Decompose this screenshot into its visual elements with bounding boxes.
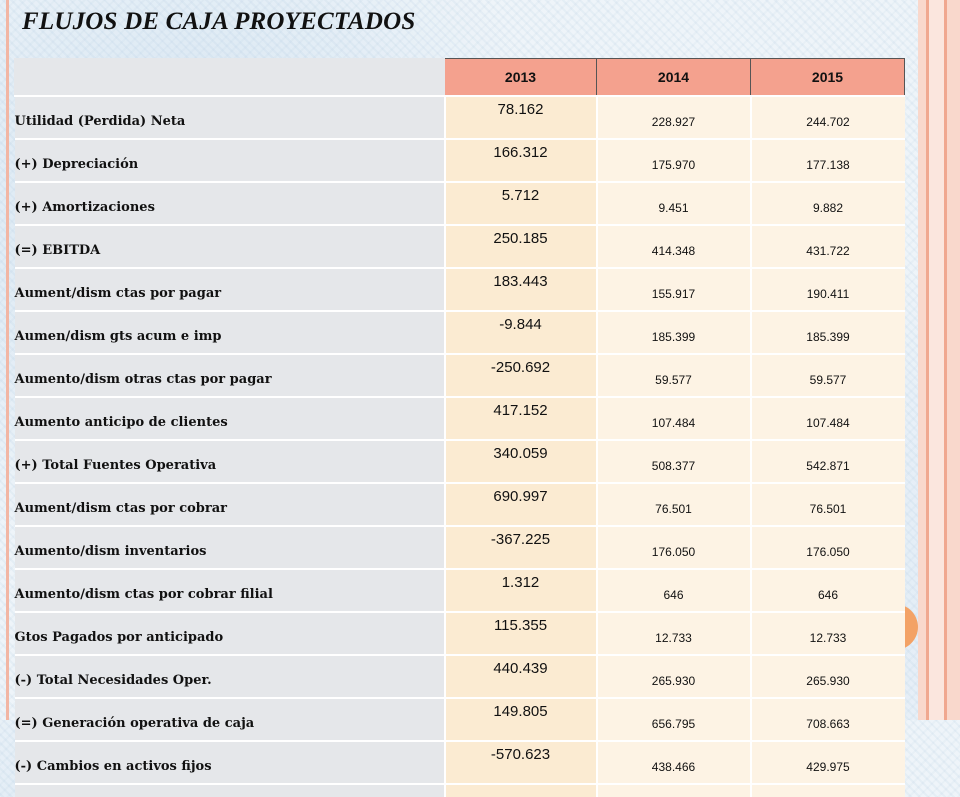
value-cell-2013: [445, 612, 597, 655]
table-row: [15, 698, 905, 741]
cell-value: 508.377: [651, 458, 696, 473]
row-label: Aument/dism ctas por pagar: [14, 286, 222, 301]
row-label: Aumento/dism ctas por cobrar filial: [14, 587, 273, 602]
cell-value: 228.927: [651, 114, 696, 129]
cell-value: 107.484: [806, 415, 850, 430]
empty-cell: [597, 784, 751, 797]
cell-value: 76.501: [809, 501, 847, 516]
value-cell-2015: [751, 526, 905, 569]
cell-value: 656.795: [651, 716, 696, 731]
value-cell-2015: [751, 440, 905, 483]
header-corner-cell: [15, 59, 445, 97]
row-label-cell: [15, 440, 445, 483]
value-cell-2015: [751, 182, 905, 225]
value-cell-2015: [751, 311, 905, 354]
row-label: (=) Generación operativa de caja: [14, 716, 255, 731]
row-label: (+) Depreciación: [14, 157, 139, 172]
row-label-cell: [15, 354, 445, 397]
cell-value: 431.722: [806, 243, 850, 258]
cell-value: 177.138: [806, 157, 850, 172]
cash-flow-table: [14, 58, 905, 797]
cell-value: 59.577: [655, 372, 692, 387]
value-cell-2014: [597, 741, 751, 784]
table-row: [15, 268, 905, 311]
value-cell-2015: [751, 655, 905, 698]
right-border-line: [944, 0, 947, 720]
cell-value: -250.692: [490, 359, 551, 376]
value-cell-2014: [597, 311, 751, 354]
row-label-cell: [15, 569, 445, 612]
empty-cell: [751, 784, 905, 797]
value-cell-2015: [751, 569, 905, 612]
value-cell-2014: [597, 612, 751, 655]
value-cell-2014: [597, 698, 751, 741]
table-row: [15, 655, 905, 698]
cell-value: 1.312: [501, 574, 540, 591]
row-label-cell: [15, 225, 445, 268]
cell-value: 414.348: [651, 243, 696, 258]
row-label: Utilidad (Perdida) Neta: [14, 114, 186, 129]
row-label: Aumento/dism otras ctas por pagar: [14, 372, 272, 387]
value-cell-2014: [597, 268, 751, 311]
cell-value: 185.399: [806, 329, 850, 344]
table-row: [15, 526, 905, 569]
value-cell-2013: [445, 526, 597, 569]
table-body: [15, 96, 905, 797]
cell-value: 9.451: [658, 200, 689, 215]
table-row: [15, 354, 905, 397]
value-cell-2015: [751, 354, 905, 397]
value-cell-2014: [597, 569, 751, 612]
row-label: Gtos Pagados por anticipado: [14, 630, 224, 645]
row-label: (+) Total Fuentes Operativa: [14, 458, 217, 473]
value-cell-2013: [445, 397, 597, 440]
table-row: [15, 569, 905, 612]
cell-value: 646: [663, 587, 684, 602]
value-cell-2014: [597, 96, 751, 139]
row-label-cell: [15, 655, 445, 698]
table-row: [15, 139, 905, 182]
value-cell-2014: [597, 139, 751, 182]
cell-value: 107.484: [651, 415, 696, 430]
value-cell-2015: [751, 139, 905, 182]
cell-value: 265.930: [806, 673, 850, 688]
row-label-cell: [15, 96, 445, 139]
row-label-cell: [15, 182, 445, 225]
cell-value: 185.399: [651, 329, 696, 344]
row-label-cell: [15, 612, 445, 655]
value-cell-2014: [597, 397, 751, 440]
table-row: [15, 397, 905, 440]
row-label: (-) Cambios en activos fijos: [14, 759, 212, 774]
row-label-cell: [15, 741, 445, 784]
value-cell-2013: [445, 311, 597, 354]
table-row: [15, 311, 905, 354]
table-row-cut-off: [15, 784, 905, 797]
value-cell-2015: [751, 741, 905, 784]
row-label: (+) Amortizaciones: [14, 200, 155, 215]
cell-value: 59.577: [809, 372, 847, 387]
value-cell-2013: [445, 268, 597, 311]
cell-value: 429.975: [806, 759, 850, 774]
cell-value: 176.050: [651, 544, 696, 559]
row-label-cell: [15, 397, 445, 440]
value-cell-2014: [597, 526, 751, 569]
row-label-cell: [15, 526, 445, 569]
cell-value: 155.917: [651, 286, 696, 301]
row-label-cell: [15, 268, 445, 311]
cell-value: 440.439: [493, 660, 548, 677]
table-row: [15, 612, 905, 655]
column-header-2014: 2014: [597, 59, 751, 97]
cell-value: 9.882: [812, 200, 844, 215]
value-cell-2015: [751, 225, 905, 268]
row-label: (-) Total Necesidades Oper.: [14, 673, 212, 688]
row-label-cell: [15, 311, 445, 354]
cell-value: 265.930: [651, 673, 696, 688]
row-label: Aument/dism ctas por cobrar: [14, 501, 228, 516]
value-cell-2013: [445, 655, 597, 698]
value-cell-2015: [751, 698, 905, 741]
value-cell-2014: [597, 225, 751, 268]
value-cell-2014: [597, 483, 751, 526]
value-cell-2013: [445, 741, 597, 784]
right-border-inner: [929, 0, 944, 720]
value-cell-2014: [597, 655, 751, 698]
cell-value: 5.712: [501, 187, 540, 204]
table-row: [15, 440, 905, 483]
value-cell-2013: [445, 483, 597, 526]
row-label-cell: [15, 139, 445, 182]
value-cell-2015: [751, 397, 905, 440]
value-cell-2014: [597, 182, 751, 225]
cell-value: -570.623: [490, 746, 551, 763]
right-border-line: [926, 0, 929, 720]
cell-value: 166.312: [493, 144, 548, 161]
value-cell-2015: [751, 96, 905, 139]
cell-value: 690.997: [493, 488, 548, 505]
row-label: Aumento/dism inventarios: [14, 544, 207, 559]
value-cell-2013: [445, 96, 597, 139]
value-cell-2014: [597, 354, 751, 397]
cell-value: 176.050: [806, 544, 850, 559]
value-cell-2014: [597, 440, 751, 483]
cell-value: 250.185: [493, 230, 548, 247]
row-label-cell: [15, 698, 445, 741]
value-cell-2013: [445, 225, 597, 268]
empty-cell: [445, 784, 597, 797]
value-cell-2013: [445, 139, 597, 182]
cell-value: 340.059: [493, 445, 548, 462]
table-header-row: [15, 59, 905, 97]
row-label: (=) EBITDA: [14, 243, 101, 258]
value-cell-2013: [445, 440, 597, 483]
value-cell-2013: [445, 182, 597, 225]
cell-value: 76.501: [655, 501, 692, 516]
column-header-2013: 2013: [445, 59, 597, 97]
cell-value: 646: [817, 587, 839, 602]
cell-value: 12.733: [655, 630, 692, 645]
value-cell-2015: [751, 268, 905, 311]
value-cell-2015: [751, 612, 905, 655]
row-label: Aumento anticipo de clientes: [14, 415, 228, 430]
row-label-cell: [15, 483, 445, 526]
table-row: [15, 182, 905, 225]
cell-value: 149.805: [493, 703, 548, 720]
table-row: [15, 483, 905, 526]
cell-value: -367.225: [490, 531, 551, 548]
table-row: [15, 225, 905, 268]
cell-value: 438.466: [651, 759, 696, 774]
cell-value: 12.733: [809, 630, 847, 645]
cell-value: 115.355: [493, 617, 548, 634]
row-label: Aumen/dism gts acum e imp: [14, 329, 222, 344]
cell-value: 542.871: [806, 458, 850, 473]
value-cell-2013: [445, 354, 597, 397]
page-title: FLUJOS DE CAJA PROYECTADOS: [22, 8, 416, 35]
value-cell-2015: [751, 483, 905, 526]
left-border-decoration: [6, 0, 9, 720]
cell-value: -9.844: [499, 316, 542, 333]
empty-cell: [15, 784, 445, 797]
table-row: [15, 741, 905, 784]
column-header-2015: 2015: [751, 59, 905, 97]
cell-value: 175.970: [651, 157, 696, 172]
value-cell-2013: [445, 698, 597, 741]
cell-value: 417.152: [493, 402, 548, 419]
value-cell-2013: [445, 569, 597, 612]
cell-value: 708.663: [806, 716, 850, 731]
cell-value: 78.162: [497, 101, 544, 118]
cell-value: 244.702: [806, 114, 850, 129]
cell-value: 183.443: [493, 273, 548, 290]
table-row: [15, 96, 905, 139]
cell-value: 190.411: [806, 286, 850, 301]
